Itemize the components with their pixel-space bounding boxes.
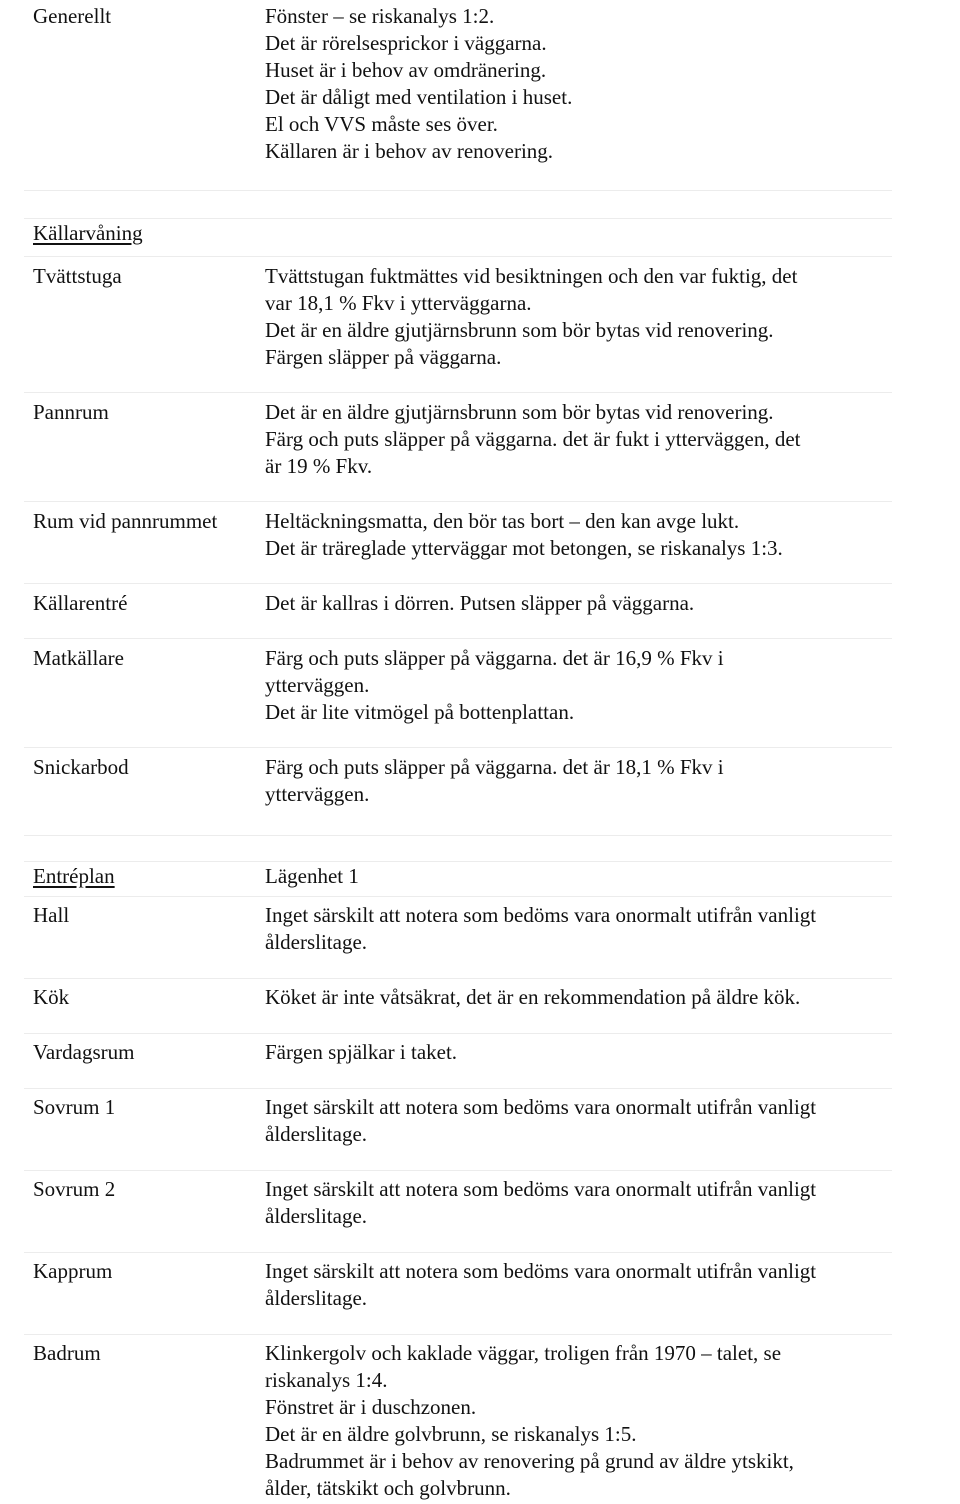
section-divider [24,835,892,836]
text-line: ålderslitage. [265,1122,368,1146]
text-line: Färg och puts släpper på väggarna. det är 18,1 % Fkv i [265,755,724,779]
room-name-sovrum-1: Sovrum 1 [33,1095,116,1119]
room-name-tvattstuga: Tvättstuga [33,264,122,288]
text-line: Färgen spjälkar i taket. [265,1040,458,1064]
room-name-matkallare: Matkällare [33,646,124,670]
text-line: ålderslitage. [265,1204,368,1228]
room-text-kallarentre [265,590,915,617]
room-name-kok: Kök [33,985,70,1009]
text-line: ålderslitage. [265,930,368,954]
text-line: Färgen släpper på väggarna. [265,345,502,369]
row-divider [24,1252,892,1253]
room-name-hall: Hall [33,903,70,927]
text-line: ytterväggen. [265,673,370,697]
text-line: var 18,1 % Fkv i ytterväggarna. [265,291,532,315]
room-text-badrum [265,1340,915,1502]
row-divider [24,638,892,639]
text-line: Klinkergolv och kaklade väggar, troligen från 1970 – talet, se [265,1341,782,1365]
room-name-rum-vid-pannrummet: Rum vid pannrummet [33,509,218,533]
room-text-tvattstuga [265,263,915,371]
room-text-kok [265,984,915,1011]
text-line: ålder, tätskikt och golvbrunn. [265,1476,511,1500]
row-divider [24,861,892,862]
text-line: Heltäckningsmatta, den bör tas bort – den kan avge lukt. [265,509,740,533]
text-line: Fönstret är i duschzonen. [265,1395,477,1419]
row-divider [24,583,892,584]
room-name-pannrum: Pannrum [33,400,109,424]
room-text-snickarbod [265,754,915,808]
room-text-matkallare [265,645,915,726]
row-divider [24,1088,892,1089]
text-line: Inget särskilt att notera som bedöms vara onormalt utifrån vanligt [265,903,817,927]
room-name-badrum: Badrum [33,1341,101,1365]
row-divider [24,896,892,897]
row-divider [24,1033,892,1034]
text-line: Det är rörelsesprickor i väggarna. [265,31,547,55]
room-name-snickarbod: Snickarbod [33,755,129,779]
room-name-kallarentre: Källarentré [33,591,128,615]
section-heading-entreplan: Entréplan [33,864,115,888]
room-text-hall [265,902,915,956]
text-line: ålderslitage. [265,1286,368,1310]
room-name-kapprum: Kapprum [33,1259,113,1283]
text-line: ytterväggen. [265,782,370,806]
text-line: Det är träreglade ytterväggar mot betongen, se riskanalys 1:3. [265,536,783,560]
room-text-pannrum [265,399,915,480]
text-line: riskanalys 1:4. [265,1368,388,1392]
room-name-sovrum-2: Sovrum 2 [33,1177,116,1201]
text-line: Färg och puts släpper på väggarna. det är 16,9 % Fkv i [265,646,724,670]
section-heading-kallarvaning: Källarvåning [33,221,143,245]
text-line: Det är en äldre gjutjärnsbrunn som bör bytas vid renovering. [265,400,774,424]
room-text-sovrum-1 [265,1094,915,1148]
row-divider [24,1334,892,1335]
row-divider [24,978,892,979]
room-text-kapprum [265,1258,915,1312]
text-line: Det är lite vitmögel på bottenplattan. [265,700,575,724]
text-line: Inget särskilt att notera som bedöms vara onormalt utifrån vanligt [265,1177,817,1201]
text-line: Källaren är i behov av renovering. [265,139,554,163]
room-name-vardagsrum: Vardagsrum [33,1040,135,1064]
section-subheading-lagenhet: Lägenhet 1 [265,864,359,888]
room-text-rum-vid-pannrummet [265,508,915,562]
text-line: Det är kallras i dörren. Putsen släpper på väggarna. [265,591,695,615]
row-label-generellt: Generellt [33,4,112,28]
section-divider [24,190,892,191]
text-line: Huset är i behov av omdränering. [265,58,547,82]
text-line: El och VVS måste ses över. [265,112,498,136]
text-line: Tvättstugan fuktmättes vid besiktningen och den var fuktig, det [265,264,798,288]
row-divider [24,1170,892,1171]
room-text-vardagsrum [265,1039,915,1066]
row-text-generellt [265,3,915,165]
text-line: är 19 % Fkv. [265,454,373,478]
row-divider [24,256,892,257]
text-line: Badrummet är i behov av renovering på grund av äldre ytskikt, [265,1449,794,1473]
text-line: Inget särskilt att notera som bedöms vara onormalt utifrån vanligt [265,1259,817,1283]
text-line: Fönster – se riskanalys 1:2. [265,4,495,28]
room-text-sovrum-2 [265,1176,915,1230]
text-line: Köket är inte våtsäkrat, det är en rekommendation på äldre kök. [265,985,801,1009]
row-divider [24,392,892,393]
text-line: Det är en äldre golvbrunn, se riskanalys 1:5. [265,1422,637,1446]
text-line: Inget särskilt att notera som bedöms vara onormalt utifrån vanligt [265,1095,817,1119]
text-line: Det är dåligt med ventilation i huset. [265,85,573,109]
text-line: Färg och puts släpper på väggarna. det är fukt i ytterväggen, det [265,427,801,451]
row-divider [24,501,892,502]
text-line: Det är en äldre gjutjärnsbrunn som bör bytas vid renovering. [265,318,774,342]
row-divider [24,747,892,748]
row-divider [24,218,892,219]
